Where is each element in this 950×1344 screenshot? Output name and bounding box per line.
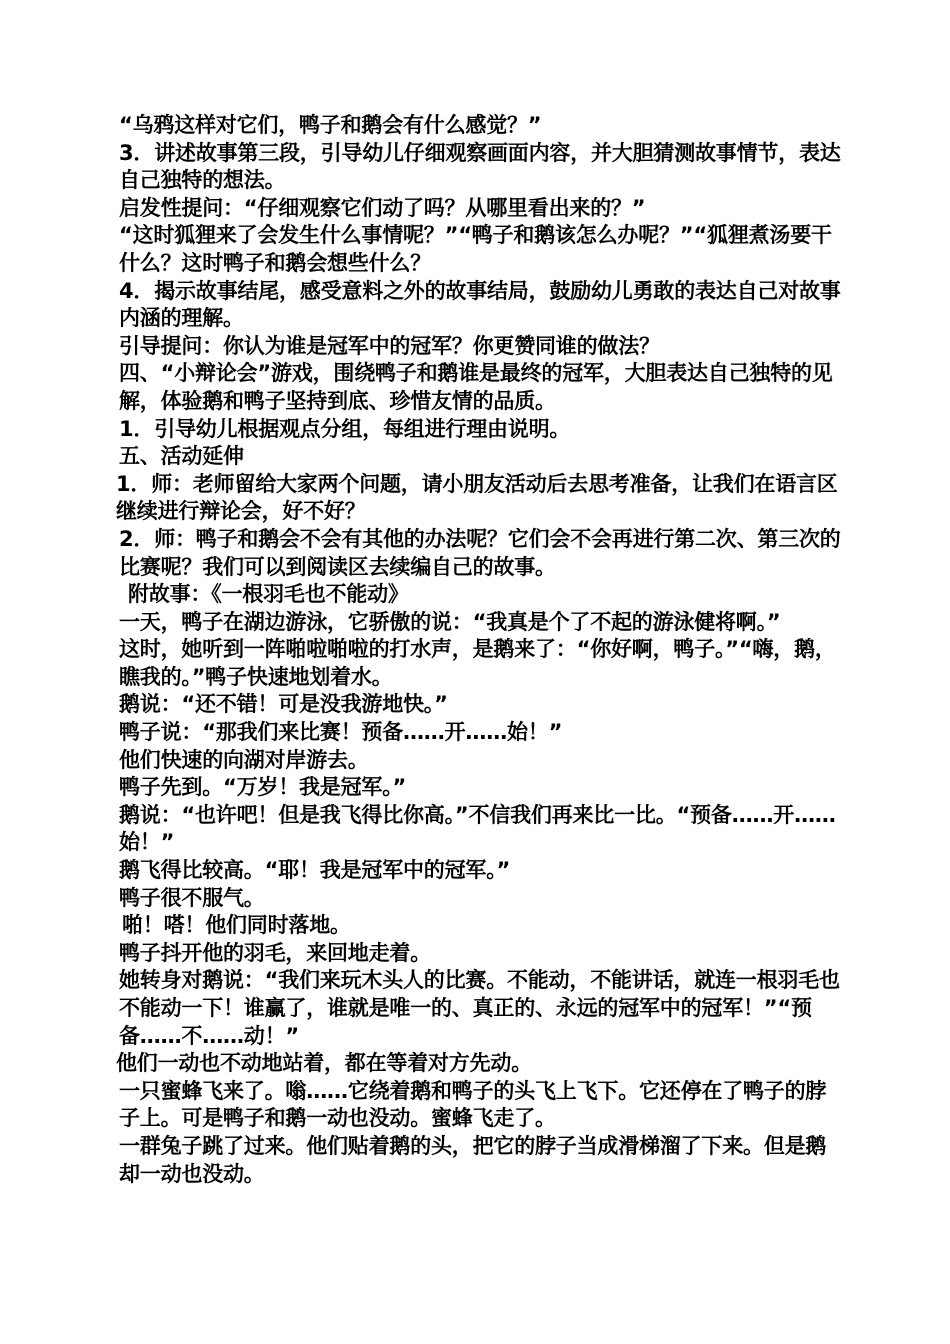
section-heading: 五、活动延伸 bbox=[119, 444, 244, 469]
story-paragraph: 鹅说：“还不错！可是没我游地快。” bbox=[119, 692, 448, 717]
story-paragraph: 他们快速的向湖对岸游去。 bbox=[119, 747, 369, 772]
story-paragraph: 他们一动也不动地站着，都在等着对方先动。 bbox=[116, 1051, 532, 1076]
paragraph: 启发性提问：“仔细观察它们动了吗？从哪里看出来的？” bbox=[119, 195, 646, 220]
story-paragraph: 鸭子抖开他的羽毛，来回地走着。 bbox=[119, 940, 431, 965]
paragraph: “乌鸦这样对它们，鸭子和鹅会有什么感觉？” bbox=[119, 113, 542, 137]
story-paragraph: 一只蜜蜂飞来了。嗡……它绕着鹅和鸭子的头飞上飞下。它还停在了鸭子的脖子上。可是鸭子和鹅一动也没动。蜜蜂飞走了。 bbox=[119, 1078, 827, 1131]
paragraph: 2．师：鸭子和鹅会不会有其他的办法呢？它们会不会再进行第二次、第三次的比赛呢？我们可以到阅读区去续编自己的故事。 bbox=[119, 526, 841, 579]
story-paragraph: 鹅飞得比较高。“耶！我是冠军中的冠军。” bbox=[119, 858, 511, 883]
paragraph: 1．引导幼儿根据观点分组，每组进行理由说明。 bbox=[119, 416, 571, 441]
story-title: 附故事：《一根羽毛也不能动》 bbox=[128, 582, 409, 607]
story-paragraph: 啪！嗒！他们同时落地。 bbox=[122, 913, 351, 938]
story-paragraph: 一群兔子跳了过来。他们贴着鹅的头，把它的脖子当成滑梯溜了下来。但是鹅却一动也没动。 bbox=[119, 1133, 827, 1186]
story-paragraph: 她转身对鹅说：“我们来玩木头人的比赛。不能动，不能讲话，就连一根羽毛也不能动一下！谁赢了，谁就是唯一的、真正的、永远的冠军中的冠军！”“预备……不……动！” bbox=[119, 968, 840, 1048]
paragraph: 四、“小辩论会”游戏，围绕鸭子和鹅谁是最终的冠军，大胆表达自己独特的见解，体验鹅和鸭子坚持到底、珍惜友情的品质。 bbox=[119, 361, 833, 413]
paragraph: 1．师：老师留给大家两个问题，请小朋友活动后去思考准备，让我们在语言区继续进行辩论会，好不好？ bbox=[116, 471, 838, 524]
paragraph: “这时狐狸来了会发生什么事情呢？”“鸭子和鹅该怎么办呢？”“狐狸煮汤要干什么？这时鸭子和鹅会想些什么？ bbox=[119, 223, 832, 275]
paragraph: 4．揭示故事结尾，感受意料之外的故事结局，鼓励幼儿勇敢的表达自己对故事内涵的理解。 bbox=[119, 278, 841, 331]
story-paragraph: 一天，鸭子在湖边游泳，它骄傲的说：“我真是个了不起的游泳健将啊。” bbox=[119, 609, 781, 634]
story-paragraph: 这时，她听到一阵啪啦啪啦的打水声，是鹅来了：“你好啊，鸭子。”“嗨，鹅，瞧我的。”鸭子快速地划着水。 bbox=[119, 637, 836, 689]
paragraph: 引导提问：你认为谁是冠军中的冠军？你更赞同谁的做法？ bbox=[119, 333, 660, 358]
story-paragraph: 鸭子说：“那我们来比赛！预备……开……始！” bbox=[119, 720, 563, 745]
story-paragraph: 鹅说：“也许吧！但是我飞得比你高。”不信我们再来比一比。“预备……开……始！” bbox=[119, 802, 836, 855]
paragraph: 3．讲述故事第三段，引导幼儿仔细观察画面内容，并大胆猜测故事情节，表达自己独特的想法。 bbox=[119, 140, 841, 193]
document-body bbox=[116, 112, 846, 1188]
story-paragraph: 鸭子很不服气。 bbox=[119, 885, 265, 910]
story-paragraph: 鸭子先到。“万岁！我是冠军。” bbox=[119, 775, 407, 800]
